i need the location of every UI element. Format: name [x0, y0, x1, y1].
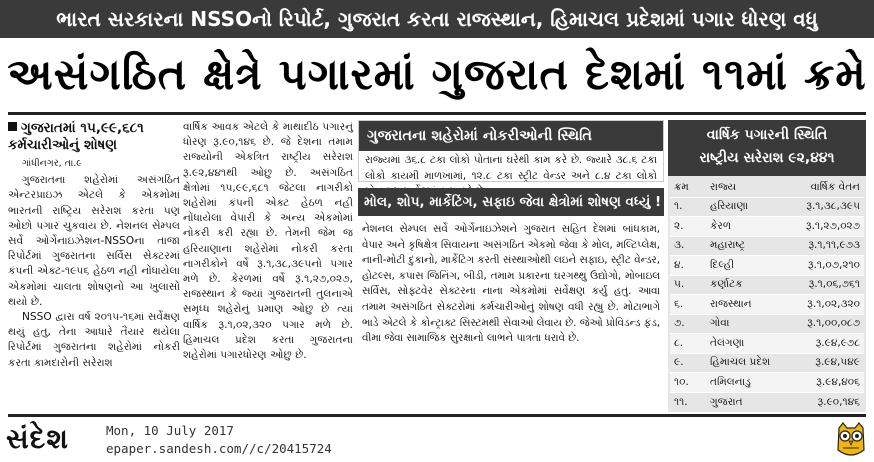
table-row [670, 295, 864, 315]
salary-table-box [668, 120, 866, 412]
column-header-rank: ક્રમ [674, 180, 689, 193]
state-cell: મહારાષ્ટ્ર [706, 236, 789, 256]
rank-cell: ૮. [670, 334, 706, 354]
state-cell: ગુજરાત [706, 392, 789, 412]
article-column-2 [183, 120, 353, 363]
state-cell: તમિલનાડુ [706, 373, 789, 393]
kicker-banner [0, 0, 874, 38]
salary-table [670, 178, 864, 412]
headline-divider [8, 112, 866, 115]
sandesh-logo: સંદેશ [6, 422, 69, 455]
table-row [670, 373, 864, 393]
article-dateline: ગાંધીનગર, તા.૯ [22, 158, 82, 169]
kicker-text: ભારત સરકારના NSSOનો રિપોર્ટ, ગુજરાત કરતા રાજસ્થાન, હિમાચલ પ્રદેશમાં પગાર ધોરણ વધુ [56, 7, 818, 31]
salary-table-title: વાર્ષિક પગારની સ્થિતિ [706, 127, 828, 143]
table-row [670, 217, 864, 237]
jobs-status-box [358, 120, 664, 182]
article-paragraph: વાર્ષિક આવક એટલે કે માથાદીઠ પગારનું ધોરણ રૂ.૯૦,૧૪૬ છે. જે દેશના તમામ રાજ્યોની એકત્રિત રાષ્ટ્રીય સરેરાશ રૂ.૯૨,૪૪૧થી ઓછુ છે. અસંગઠિત ક્ષેત્રોમાં ૧૫,૯૯,૬૮૧ જેટલા નાગરીકો શહેરોમાં કંપની એક્ટ હેઠળ નહી નોંધાયેલા વેપારી કે અન્ય એકમોમાં નોકરી કરી રહ્યા છે. તેમની જેમ જ હરિયાણાના શહેરોમાં નોકરી કરતા નાગરીકોને વર્ષે રૂ.૧,૩૮,૩૯૫નો પગાર મળે છે. કેરળમાં વર્ષે રૂ.૧,૨૭,૦૨૭, રાજસ્થાન કે જ્યાં ગુજરાતની તુલનાએ સમૃધ્ધ શહેરોનું પ્રમાણ ઓછુ છે ત્યાં વાર્ષિક રૂ.૧,૦૨,૩૨૦ પગાર મળે છે. હિમાચલ પ્રદેશ કરતા ગુજરાતના શહેરોમાં પગારધોરણ ઓછુ છે. [183, 121, 353, 362]
exploitation-box [358, 188, 664, 410]
footer [0, 420, 874, 462]
edition-date: Mon, 10 July 2017 [106, 423, 234, 438]
table-row [670, 256, 864, 276]
exploitation-box-body: નેશનલ સેમ્પલ સર્વે ઓર્ગેનાઇઝેશને ગુજરાત સહિત દેશમાં બાંધકામ, વેપાર અને કૃષિક્ષેત્ર સિવાયના અસંગઠિત એકમો જેવા કે મોલ, મલ્ટિપ્લેક્ષ, નાની-મોટી દુકાનો, માર્કેટિંગ કરતી સંસ્થાઓથી લઇને સફાઇ, સ્ટ્રીટ વેન્ડર, હોટલ્સ, કપાસ જિનિંગ, બીડી, તમામ પ્રકારના ઘરગથ્થુ ઉદ્યોગો, મોબાઇલ સર્વિસ, સોફ્ટવેર સેક્ટરના નાના એકમોમાં સર્વેક્ષણ કર્યું હતુ. આવા તમામ અસંગઠિત સેક્ટરોમાં કર્મચારીઓનું શોષણ વધી રહ્યુ છે. મોટાભાગે ભાડે એટલે કે કોન્ટ્રાક્ટ સિસ્ટમથી સેવાઓ લેવાય છે. જેઓ પ્રોવિડન્ડ ફંડ, વીમા જેવા સામાજિક સુરક્ષાનો લાભને પાત્રતા ધરાવે છે. [362, 223, 660, 345]
column-header-salary: વાર્ષિક વેતન [810, 180, 860, 193]
salary-table-subtitle: રાષ્ટ્રીય સરેરાશ ૯૨,૪૪૧ [699, 150, 835, 166]
exploitation-box-title: મોલ, શોપ, માર્કેટિંગ, સફાઇ જેવા ક્ષેત્રોમાં શોષણ વધ્યું ! [358, 188, 664, 216]
rank-cell: ૨. [670, 217, 706, 237]
rank-cell: ૬. [670, 295, 706, 315]
state-cell: કેરળ [706, 217, 789, 237]
jobs-box-title: ગુજરાતના શહેરોમાં નોકરીઓની સ્થિતિ [359, 121, 663, 151]
article-column-1 [8, 120, 180, 371]
jobs-box-body: રાજ્યમાં ૩૬.૮ ટકા લોકો પોતાના ઘરેથી કામ કરે છે. જ્યારે ૩૮.૬ ટકા લોકો કાયમી માળખામાં, ૧૨.૮ ટકા સ્ટ્રીટ વેન્ડર અને ૮.૪ ટકા લોકો [365, 154, 657, 182]
salary-cell: રૂ.૯૪,૪૦૬ [789, 373, 864, 393]
headline [0, 40, 874, 110]
article-paragraph: NSSO દ્વારા વર્ષ ૨૦૧૫-૧૬માં સર્વેક્ષણ થયું હતુ, તેના આધારે તૈયાર થયેલા રિપોર્ટમાં ગુજરાતના શહેરોમાં નોકરી કરતા કામદારોની સરેરાશ [8, 311, 180, 369]
rank-cell: ૫. [670, 275, 706, 295]
state-cell: દિલ્હી [706, 256, 789, 276]
salary-cell: રૂ.૯૦,૧૪૬ [789, 392, 864, 412]
table-row [670, 197, 864, 217]
rank-cell: ૧૧. [670, 392, 706, 412]
epaper-link[interactable]: epaper.sandesh.com//c/20415724 [106, 441, 332, 456]
bullet-square-icon [8, 122, 17, 131]
table-row [670, 314, 864, 334]
state-cell: હરિયાણા [706, 197, 789, 217]
state-cell: કર્ણાટક [706, 275, 789, 295]
state-cell: હિમાચલ પ્રદેશ [706, 353, 789, 373]
rank-cell: ૧૦. [670, 373, 706, 393]
table-row [670, 392, 864, 412]
table-row [670, 353, 864, 373]
salary-table-header [668, 120, 866, 176]
article-subhead: ગુજરાતમાં ૧૫,૯૯,૬૮૧ કર્મચારીઓનું શોષણ [8, 120, 144, 153]
state-cell: ગોવા [706, 314, 789, 334]
owl-icon [834, 420, 868, 460]
salary-cell: રૂ.૧,૨૭,૦૨૭ [789, 217, 864, 237]
salary-cell: રૂ.૧,૧૧,૯૭૩ [789, 236, 864, 256]
rank-cell: ૩. [670, 236, 706, 256]
salary-cell: રૂ.૯૪,૯૭૮ [789, 334, 864, 354]
salary-cell: રૂ.૧,૦૬,૭૬૧ [789, 275, 864, 295]
headline-text: અસંગઠિત ક્ષેત્રે પગારમાં ગુજરાત દેશમાં ૧૧માં ક્રમે [7, 50, 867, 100]
rank-cell: ૪. [670, 256, 706, 276]
table-row [670, 236, 864, 256]
salary-cell: રૂ.૯૪,૫૪૯ [789, 353, 864, 373]
salary-cell: રૂ.૧,૦૭,૨૧૦ [789, 256, 864, 276]
state-cell: રાજસ્થાન [706, 295, 789, 315]
table-row [670, 275, 864, 295]
column-header-state: રાજ્ય [710, 180, 737, 193]
rank-cell: ૧. [670, 197, 706, 217]
footer-divider [8, 414, 866, 417]
rank-cell: ૯. [670, 353, 706, 373]
salary-cell: રૂ.૧,૦૦,૦૮૭ [789, 314, 864, 334]
rank-cell: ૭. [670, 314, 706, 334]
table-row [670, 334, 864, 354]
article-paragraph: ગુજરાતના શહેરોમાં અસંગઠિત એન્ટરપ્રાઇઝ એટલે કે એકમોમાં ભારતની રાષ્ટ્રિય સરેરાશ કરતા પણ ઓછો પગાર ચુકવાય છે. નેશનલ સેમ્પલ સર્વે ઓર્ગેનાઇઝેશન-NSSOના તાજા રિપોર્ટમાં ગુજરાતના સર્વિસ સેક્ટરમાં કંપની એક્ટ-૧૯૫૬ હેઠળ નહી નોંધાયેલા એકમોમાં ચાલતા શોષણનો આ ખુલાસો થયો છે. [8, 174, 180, 308]
state-cell: તેલંગણા [706, 334, 789, 354]
salary-cell: રૂ.૧,૦૨,૩૨૦ [789, 295, 864, 315]
salary-cell: રૂ.૧,૩૮,૩૯૫ [789, 197, 864, 217]
